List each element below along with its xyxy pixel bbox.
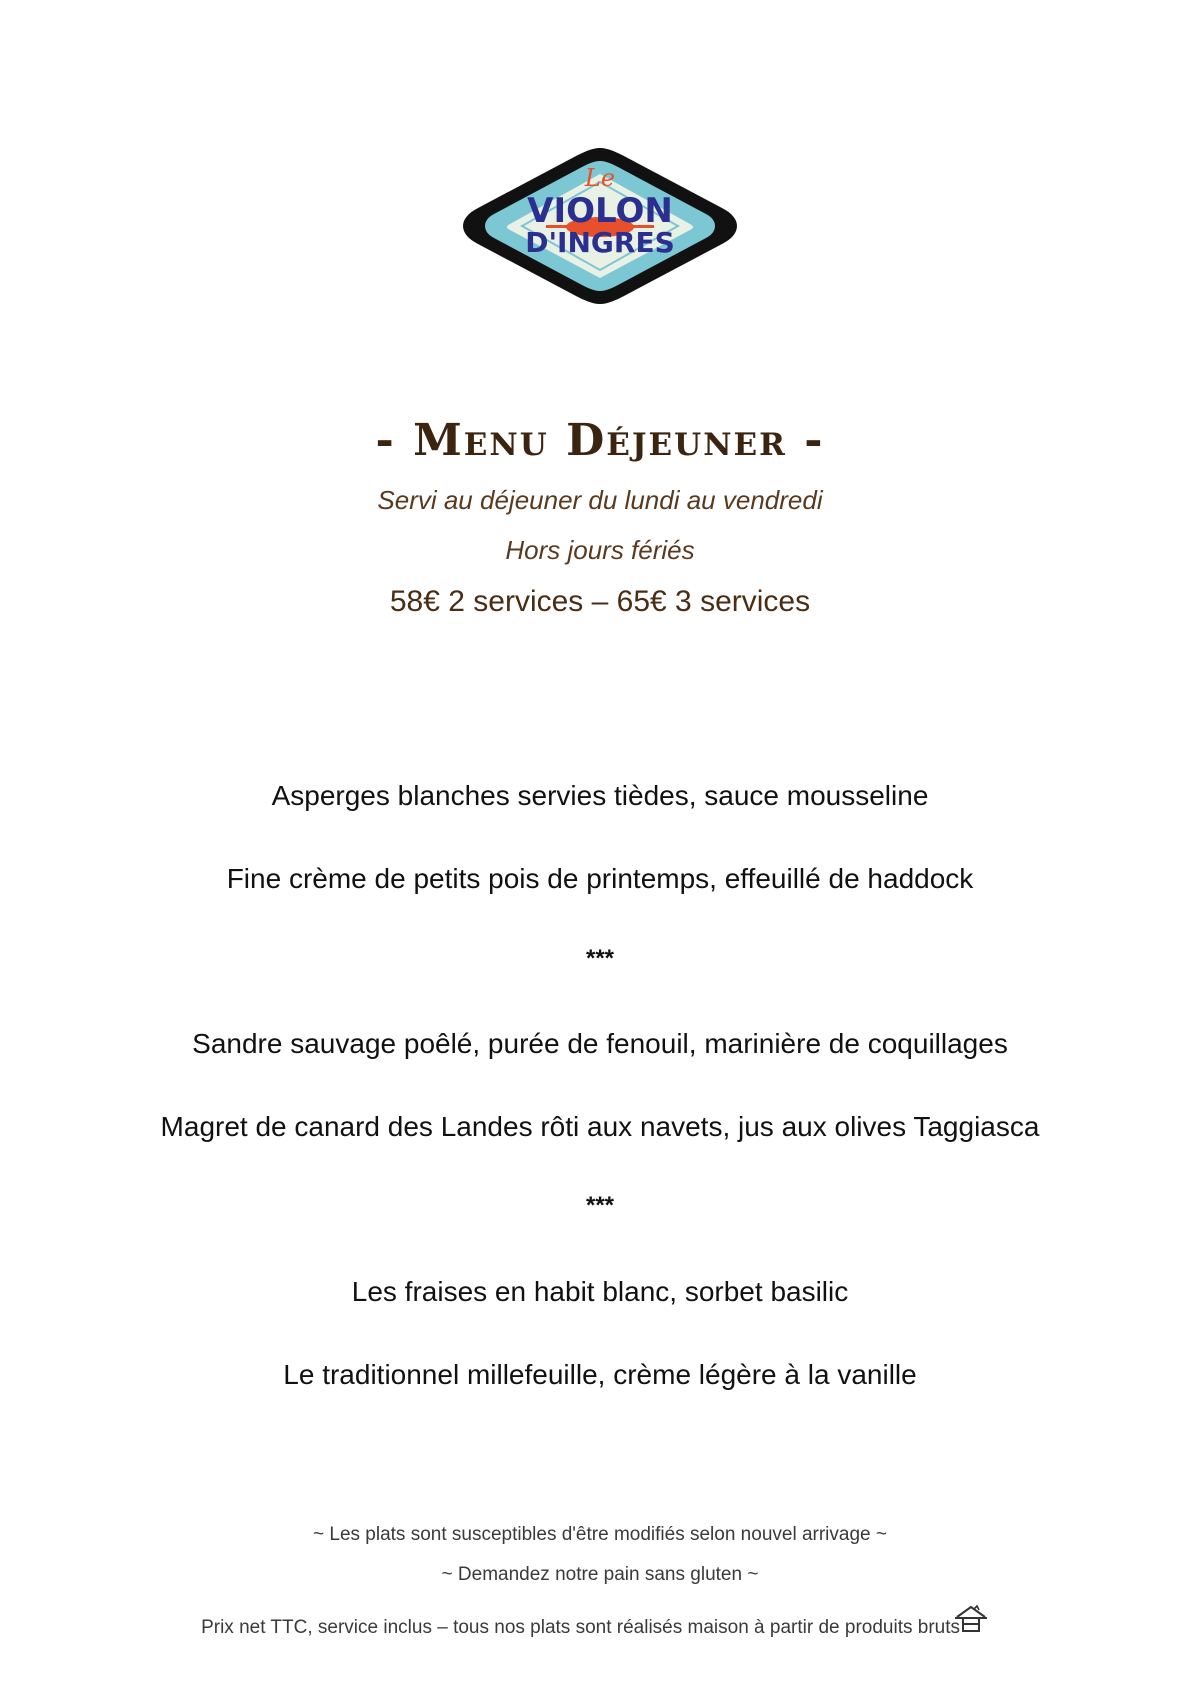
note-gluten-free: ~ Demandez notre pain sans gluten ~ [441, 1564, 759, 1585]
dish-starter-2: Fine crème de petits pois de printemps, effeuillé de haddock [226, 863, 974, 894]
footer-price-info: Prix net TTC, service inclus – tous nos plats sont réalisés maison à partir de produits bruts [201, 1617, 960, 1638]
note-arrivage: ~ Les plats sont susceptibles d'être modifiés selon nouvel arrivage ~ [313, 1524, 887, 1545]
course-separator: *** [585, 1192, 615, 1219]
menu-price: 58€ 2 services – 65€ 3 services [389, 585, 811, 618]
menu-title: - Menu Déjeuner - [375, 415, 825, 466]
fait-maison-house-icon [953, 1604, 989, 1634]
dish-main-1: Sandre sauvage poêlé, purée de fenouil, marinière de coquillages [192, 1028, 1008, 1059]
restaurant-logo-icon [458, 144, 742, 308]
logo-text-ingres: D'INGRES [525, 226, 675, 259]
logo-text-violon: VIOLON [527, 191, 673, 231]
menu-subtitle-days: Servi au déjeuner du lundi au vendredi [377, 485, 823, 515]
dish-dessert-2: Le traditionnel millefeuille, crème légère à la vanille [283, 1359, 917, 1390]
menu-subtitle-holidays: Hors jours fériés [505, 535, 695, 565]
dish-dessert-1: Les fraises en habit blanc, sorbet basilic [351, 1276, 849, 1307]
dish-main-2: Magret de canard des Landes rôti aux navets, jus aux olives Taggiasca [160, 1111, 1040, 1142]
course-separator: *** [585, 945, 615, 972]
dish-starter-1: Asperges blanches servies tièdes, sauce mousseline [271, 780, 929, 811]
logo-text-le: Le [584, 164, 616, 192]
